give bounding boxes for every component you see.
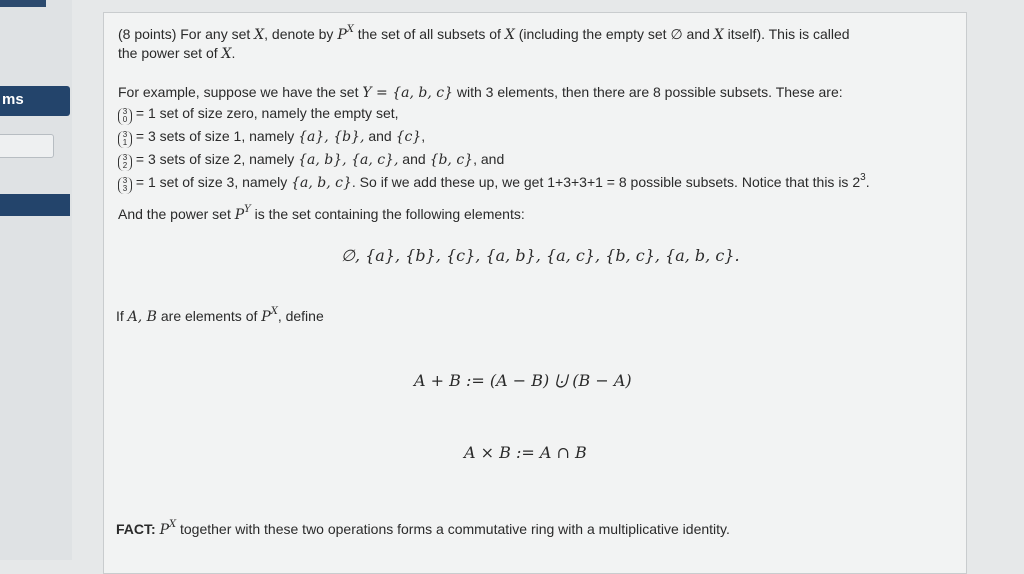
top-accent-bar	[0, 0, 46, 7]
left-sidebar	[0, 0, 72, 560]
question-line-1: (8 points) For any set X, denote by $P^X$ the set of all subsets of X (including the empty set ∅ and X itself). This is called	[118, 24, 850, 43]
binom-row-3: 3 3 = 1 set of size 3, namely {a, b, c}. So if we add these up, we get 1+3+3+1 = 8 possible subsets. Notice that this is $2^3$.	[118, 174, 870, 194]
sidebar-tab-ms[interactable]: ms	[0, 86, 70, 116]
example-intro: For example, suppose we have the set Y = {a, b, c} with 3 elements, then there are 8 possible subsets. These are:	[118, 84, 843, 101]
binom-3-0: 3 0	[118, 108, 132, 125]
power-set-line: And the power set $P^Y$ is the set containing the following elements:	[118, 204, 525, 223]
power-set-elements: ∅, {a}, {b}, {c}, {a, b}, {a, c}, {b, c}, {a, b, c}.	[341, 246, 740, 265]
sidebar-tab-highlight[interactable]	[0, 194, 70, 216]
binom-row-1: 3 1 = 3 sets of size 1, namely {a}, {b}, and {c},	[118, 128, 425, 148]
question-panel	[103, 12, 967, 574]
fact-line: FACT: $P^X$ together with these two operations forms a commutative ring with a multiplicative identity.	[116, 519, 730, 538]
binom-3-3: 3 3	[118, 177, 132, 194]
definition-intro: If A, B are elements of $P^X$, define	[116, 306, 324, 325]
sidebar-input[interactable]	[0, 134, 54, 158]
question-line-2: the power set of X.	[118, 45, 236, 62]
binom-row-2: 3 2 = 3 sets of size 2, namely {a, b}, {a, c}, and {b, c}, and	[118, 151, 504, 171]
sum-definition: A + B := (A − B) ⨃ (B − A)	[414, 371, 632, 390]
product-definition: A × B := A ∩ B	[464, 443, 587, 462]
binom-3-1: 3 1	[118, 131, 132, 148]
binom-row-0: 3 0 = 1 set of size zero, namely the empty set,	[118, 105, 399, 125]
binom-3-2: 3 2	[118, 154, 132, 171]
